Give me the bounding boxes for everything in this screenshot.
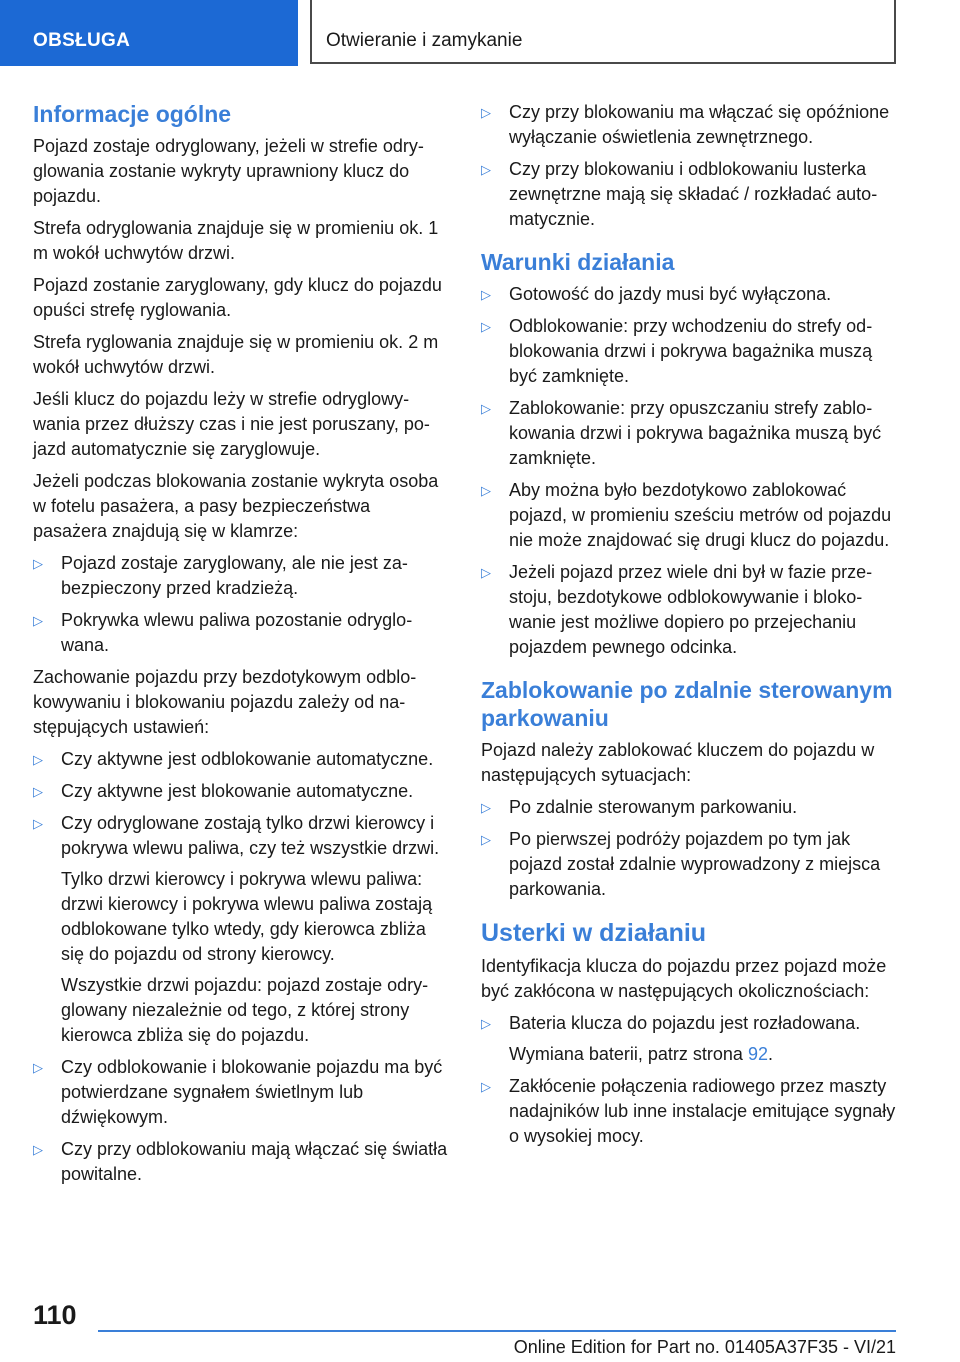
list-item-text: Zablokowanie: przy opuszczaniu strefy zablokowania drzwi i pokrywa bagażnika muszą być zamknięte. <box>509 398 882 468</box>
list-item <box>33 608 448 658</box>
heading-general-info: Informacje ogólne <box>33 101 232 127</box>
bullet-list <box>481 795 901 902</box>
triangle-bullet-icon: ▷ <box>481 1079 491 1094</box>
list-item-text: Gotowość do jazdy musi być wyłączona. <box>509 284 832 304</box>
triangle-bullet-icon: ▷ <box>481 565 491 580</box>
page-header <box>0 0 960 66</box>
list-item-subparagraph: Tylko drzwi kierowcy i pokrywa wlewu paliwa: drzwi kierowcy i pokrywa wlewu paliwa zostają odblokowane tylko wtedy, gdy kierowca zbliża się do pojazdu od strony kierowcy. <box>61 869 433 964</box>
list-item-text: Czy aktywne jest odblokowanie automatyczne. <box>61 749 434 769</box>
paragraph: Pojazd należy zablokować kluczem do pojazdu w następujących sytuacjach: <box>481 740 875 785</box>
list-item <box>33 1055 448 1130</box>
triangle-bullet-icon: ▷ <box>481 832 491 847</box>
bullet-list <box>481 1011 901 1149</box>
paragraph: Zachowanie pojazdu przy bezdotykowym odblokowywaniu i blokowaniu pojazdu zależy od następujących ustawień: <box>33 667 417 737</box>
triangle-bullet-icon: ▷ <box>481 287 491 302</box>
paragraph: Pojazd zostanie zaryglowany, gdy klucz do pojazdu opuści strefę ryglowania. <box>33 275 442 320</box>
bullet-list <box>481 100 901 232</box>
list-item <box>481 560 901 660</box>
cross-reference-suffix: . <box>767 1044 773 1064</box>
bullet-list <box>481 282 901 660</box>
right-column <box>481 100 901 1156</box>
paragraph: Strefa ryglowania znajduje się w promieniu ok. 2 m wokół uchwytów drzwi. <box>33 332 439 377</box>
heading-malfunctions: Usterki w działaniu <box>481 919 707 947</box>
edition-info: Online Edition for Part no. 01405A37F35 - VI/21 <box>513 1337 896 1357</box>
left-column <box>33 100 448 1194</box>
list-item-text: Czy odblokowanie i blokowanie pojazdu ma być potwierdzane sygnałem świetlnym lub dźwiękowym. <box>61 1057 443 1127</box>
list-item-subparagraph <box>509 1042 901 1067</box>
triangle-bullet-icon: ▷ <box>33 613 43 628</box>
paragraph: Jeżeli podczas blokowania zostanie wykryta osoba w fotelu pasażera, a pasy bezpieczeństwa pasażera znajdują się w klamrze: <box>33 471 439 541</box>
list-item <box>481 314 901 389</box>
list-item <box>33 811 448 1048</box>
heading-operating-conditions: Warunki działania <box>481 249 675 275</box>
list-item <box>481 478 901 553</box>
chapter-tab[interactable]: Otwieranie i zamykanie <box>310 0 896 64</box>
page-number: 110 <box>33 1300 77 1330</box>
list-item-text: Zakłócenie połączenia radiowego przez maszty nadajników lub inne instalacje emitujące sygnały o wysokiej mocy. <box>509 1076 896 1146</box>
page-link[interactable]: 92 <box>747 1044 768 1064</box>
cross-reference-text: Wymiana baterii, patrz strona <box>509 1044 748 1064</box>
triangle-bullet-icon: ▷ <box>481 1016 491 1031</box>
list-item-text: Pokrywka wlewu paliwa pozostanie odryglowana. <box>61 610 413 655</box>
triangle-bullet-icon: ▷ <box>481 105 491 120</box>
triangle-bullet-icon: ▷ <box>33 1060 43 1075</box>
list-item-text: Czy przy blokowaniu ma włączać się opóźnione wyłączanie oświetlenia zewnętrznego. <box>509 102 890 147</box>
list-item-text: Bateria klucza do pojazdu jest rozładowana. <box>509 1013 861 1033</box>
paragraph: Jeśli klucz do pojazdu leży w strefie odryglowywania przez dłuższy czas i nie jest poruszany, pojazd automatycznie się zaryglowuje. <box>33 389 430 459</box>
triangle-bullet-icon: ▷ <box>33 556 43 571</box>
triangle-bullet-icon: ▷ <box>481 162 491 177</box>
bullet-list <box>33 747 448 1187</box>
triangle-bullet-icon: ▷ <box>481 483 491 498</box>
triangle-bullet-icon: ▷ <box>33 752 43 767</box>
list-item-text: Czy odryglowane zostają tylko drzwi kierowcy i pokrywa wlewu paliwa, czy też wszystkie drzwi. <box>61 813 440 858</box>
list-item <box>481 1011 901 1067</box>
list-item-text: Po zdalnie sterowanym parkowaniu. <box>509 797 798 817</box>
section-tab[interactable]: OBSŁUGA <box>0 0 298 66</box>
list-item-text: Czy aktywne jest blokowanie automatyczne. <box>61 781 414 801</box>
triangle-bullet-icon: ▷ <box>33 784 43 799</box>
list-item-subparagraph: Wszystkie drzwi pojazdu: pojazd zostaje odryglowany niezależnie od tego, z której strony kierowca zbliża się do pojazdu. <box>61 975 429 1045</box>
list-item-text: Odblokowanie: przy wchodzeniu do strefy odblokowania drzwi i pokrywa bagażnika muszą być zamknięte. <box>509 316 873 386</box>
paragraph: Strefa odryglowania znajduje się w promieniu ok. 1 m wokół uchwytów drzwi. <box>33 218 439 263</box>
bullet-list <box>33 551 448 658</box>
list-item <box>481 396 901 471</box>
list-item <box>481 157 901 232</box>
triangle-bullet-icon: ▷ <box>33 816 43 831</box>
list-item <box>481 100 901 150</box>
list-item-text: Czy przy odblokowaniu mają włączać się światła powitalne. <box>61 1139 448 1184</box>
list-item <box>33 747 448 772</box>
list-item <box>481 1074 901 1149</box>
list-item-text: Czy przy blokowaniu i odblokowaniu lusterka zewnętrzne mają się składać / rozkładać automatycznie. <box>509 159 878 229</box>
triangle-bullet-icon: ▷ <box>481 800 491 815</box>
list-item <box>33 779 448 804</box>
list-item <box>33 1137 448 1187</box>
list-item <box>481 795 901 820</box>
list-item <box>33 551 448 601</box>
list-item <box>481 282 901 307</box>
triangle-bullet-icon: ▷ <box>481 401 491 416</box>
triangle-bullet-icon: ▷ <box>33 1142 43 1157</box>
heading-remote-parking-lock: Zablokowanie po zdalnie sterowanym parkowaniu <box>481 677 893 731</box>
list-item-text: Aby można było bezdotykowo zablokować pojazd, w promieniu sześciu metrów od pojazdu nie może znajdować się drugi klucz do pojazdu. <box>509 480 892 550</box>
list-item-text: Po pierwszej podróży pojazdem po tym jak pojazd został zdalnie wyprowadzony z miejsca parkowania. <box>509 829 881 899</box>
list-item-text: Pojazd zostaje zaryglowany, ale nie jest zabezpieczony przed kradzieżą. <box>61 553 408 598</box>
paragraph: Pojazd zostaje odryglowany, jeżeli w strefie odryglowania zostanie wykryty uprawniony klucz do pojazdu. <box>33 136 424 206</box>
footer-divider <box>98 1330 896 1332</box>
triangle-bullet-icon: ▷ <box>481 319 491 334</box>
list-item-text: Jeżeli pojazd przez wiele dni był w fazie przestoju, bezdotykowe odblokowywanie i blokowanie jest możliwe dopiero po przejechaniu pojazdem pewnego odcinka. <box>509 562 873 657</box>
paragraph: Identyfikacja klucza do pojazdu przez pojazd może być zakłócona w następujących okolicznościach: <box>481 956 887 1001</box>
list-item <box>481 827 901 902</box>
